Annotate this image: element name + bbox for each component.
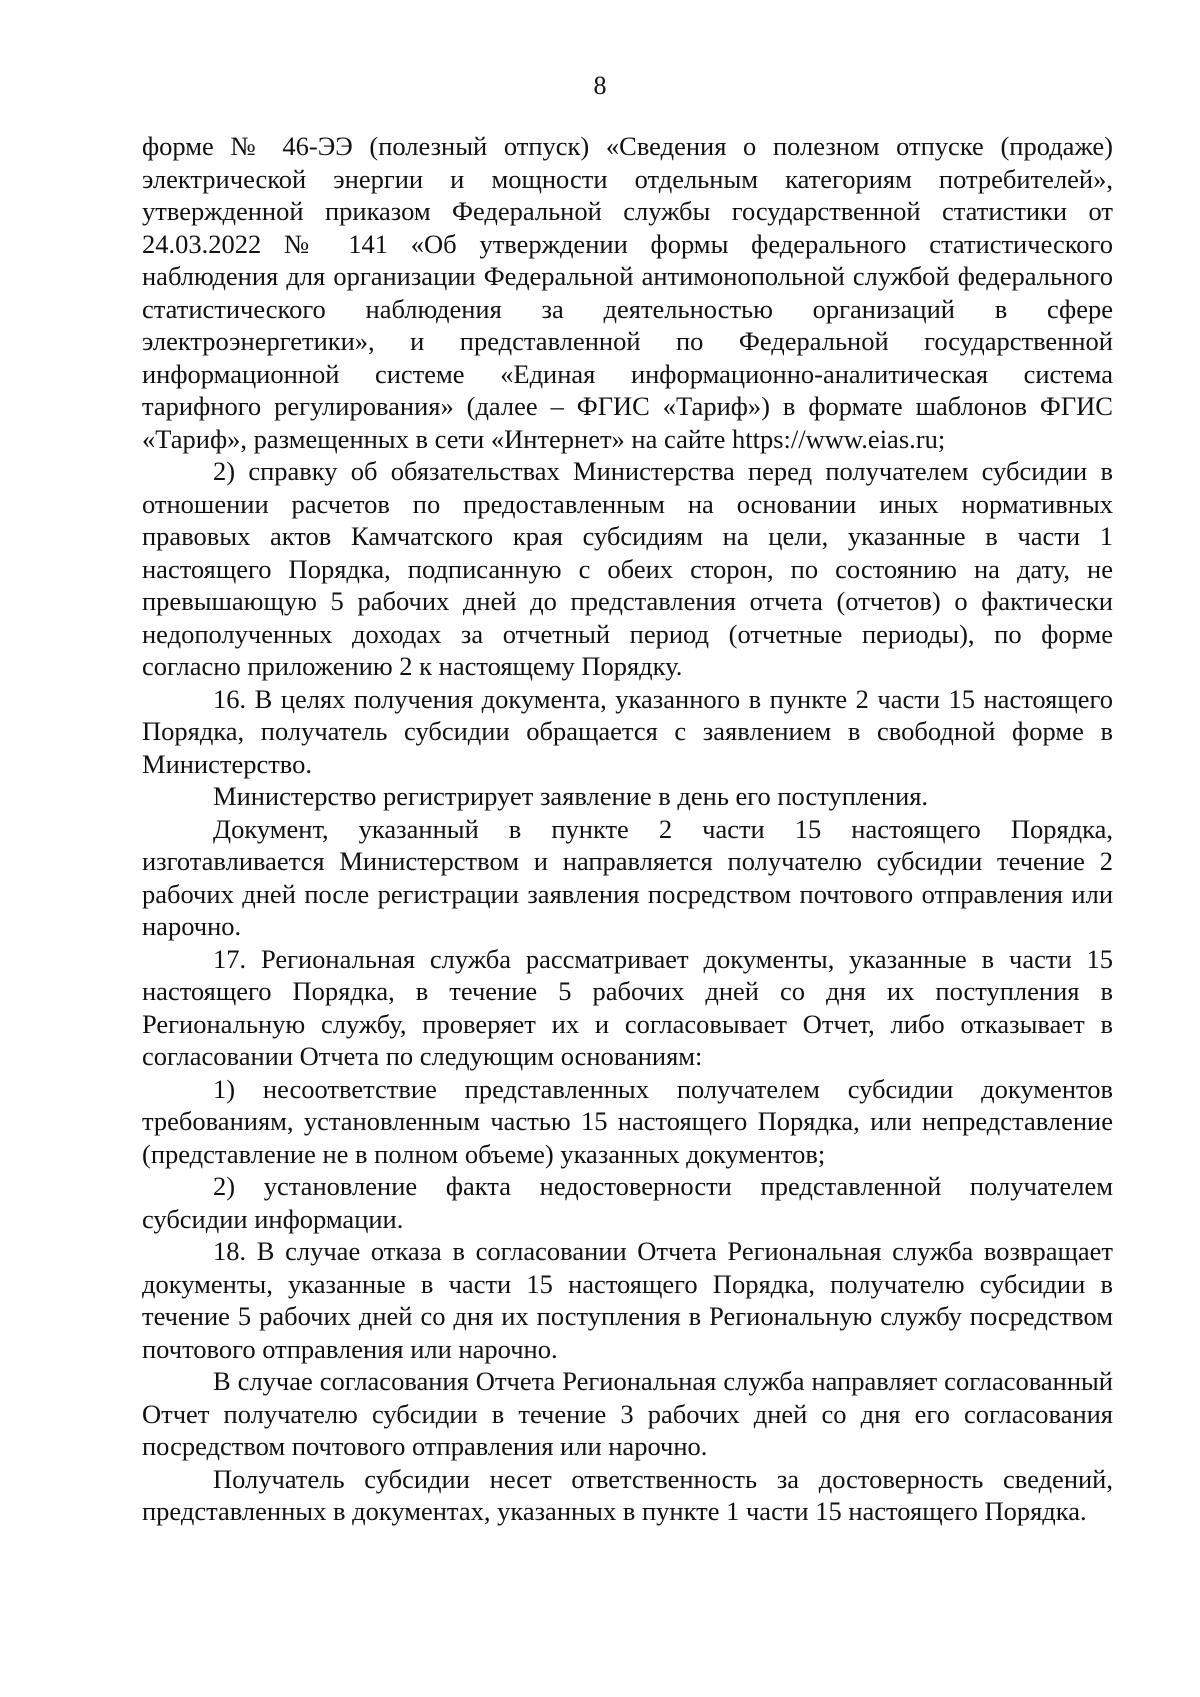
paragraph-item-2-certificate: 2) справку об обязательствах Министерства перед получателем субсидии в отношении расчетов по предоставленным на основании иных нормативных правовых актов Камчатского края субсидиям на цели, указанные в части 1 настоящего Порядка, подписанную с обеих сторон, по состоянию на дату, не превышающую 5 рабочих дней до представления отчета (отчетов) о фактически недополученных доходах за отчетный период (отчетные периоды), по форме согласно приложению 2 к настоящему Порядку. bbox=[142, 456, 1113, 681]
paragraph-responsibility: Получатель субсидии несет ответственность за достоверность сведений, представленных в документах, указанных в пункте 1 части 15 настоящего Порядка. bbox=[142, 1463, 1113, 1526]
paragraph-clause-17: 17. Региональная служба рассматривает документы, указанные в части 15 настоящего Порядка, в течение 5 рабочих дней со дня их поступления в Региональную службу, проверяет их и согласовывает Отчет, либо отказывает в согласовании Отчета по следующим основаниям: bbox=[142, 943, 1113, 1071]
paragraph-clause-16: 16. В целях получения документа, указанного в пункте 2 части 15 настоящего Порядка, получатель субсидии обращается с заявлением в свободной форме в Министерство. bbox=[142, 683, 1113, 779]
paragraph-ground-1: 1) несоответствие представленных получателем субсидии документов требованиям, установленным частью 15 настоящего Порядка, или непредставление (представление не в полном объеме) указанных документов; bbox=[142, 1073, 1113, 1169]
paragraph-approval: В случае согласования Отчета Региональная служба направляет согласованный Отчет получателю субсидии в течение 3 рабочих дней со дня его согласования посредством почтового отправления или нарочно. bbox=[142, 1366, 1113, 1461]
paragraph-registration: Министерство регистрирует заявление в день его поступления. bbox=[213, 781, 929, 811]
paragraph-continuation: форме № 46-ЭЭ (полезный отпуск) «Сведения о полезном отпуске (продаже) электрической энергии и мощности отдельным категориям потребителей», утвержденной приказом Федеральной службы государственной статистики от 24.03.2022 № 141 «Об утверждении формы федерального статистического наблюдения для организации Федеральной антимонопольной службой федерального статистического наблюдения за деятельностью организаций в сфере электроэнергетики», и представленной по Федеральной государственной информационной системе «Единая информационно-аналитическая система тарифного регулирования» (далее – ФГИС «Тариф») в формате шаблонов ФГИС «Тариф», размещенных в сети «Интернет» на сайте https://www.eias.ru; bbox=[142, 131, 1113, 454]
paragraph-ground-2: 2) установление факта недостоверности представленной получателем субсидии информации. bbox=[142, 1171, 1113, 1234]
document-body bbox=[142, 130, 1113, 1528]
page-number: 8 bbox=[593, 71, 607, 100]
paragraph-document-preparation: Документ, указанный в пункте 2 части 15 настоящего Порядка, изготавливается Министерством и направляется получателю субсидии течение 2 рабочих дней после регистрации заявления посредством почтового отправления или нарочно. bbox=[142, 813, 1113, 941]
paragraph-clause-18: 18. В случае отказа в согласовании Отчета Региональная служба возвращает документы, указанные в части 15 настоящего Порядка, получателю субсидии в течение 5 рабочих дней со дня их поступления в Региональную службу посредством почтового отправления или нарочно. bbox=[142, 1236, 1113, 1364]
